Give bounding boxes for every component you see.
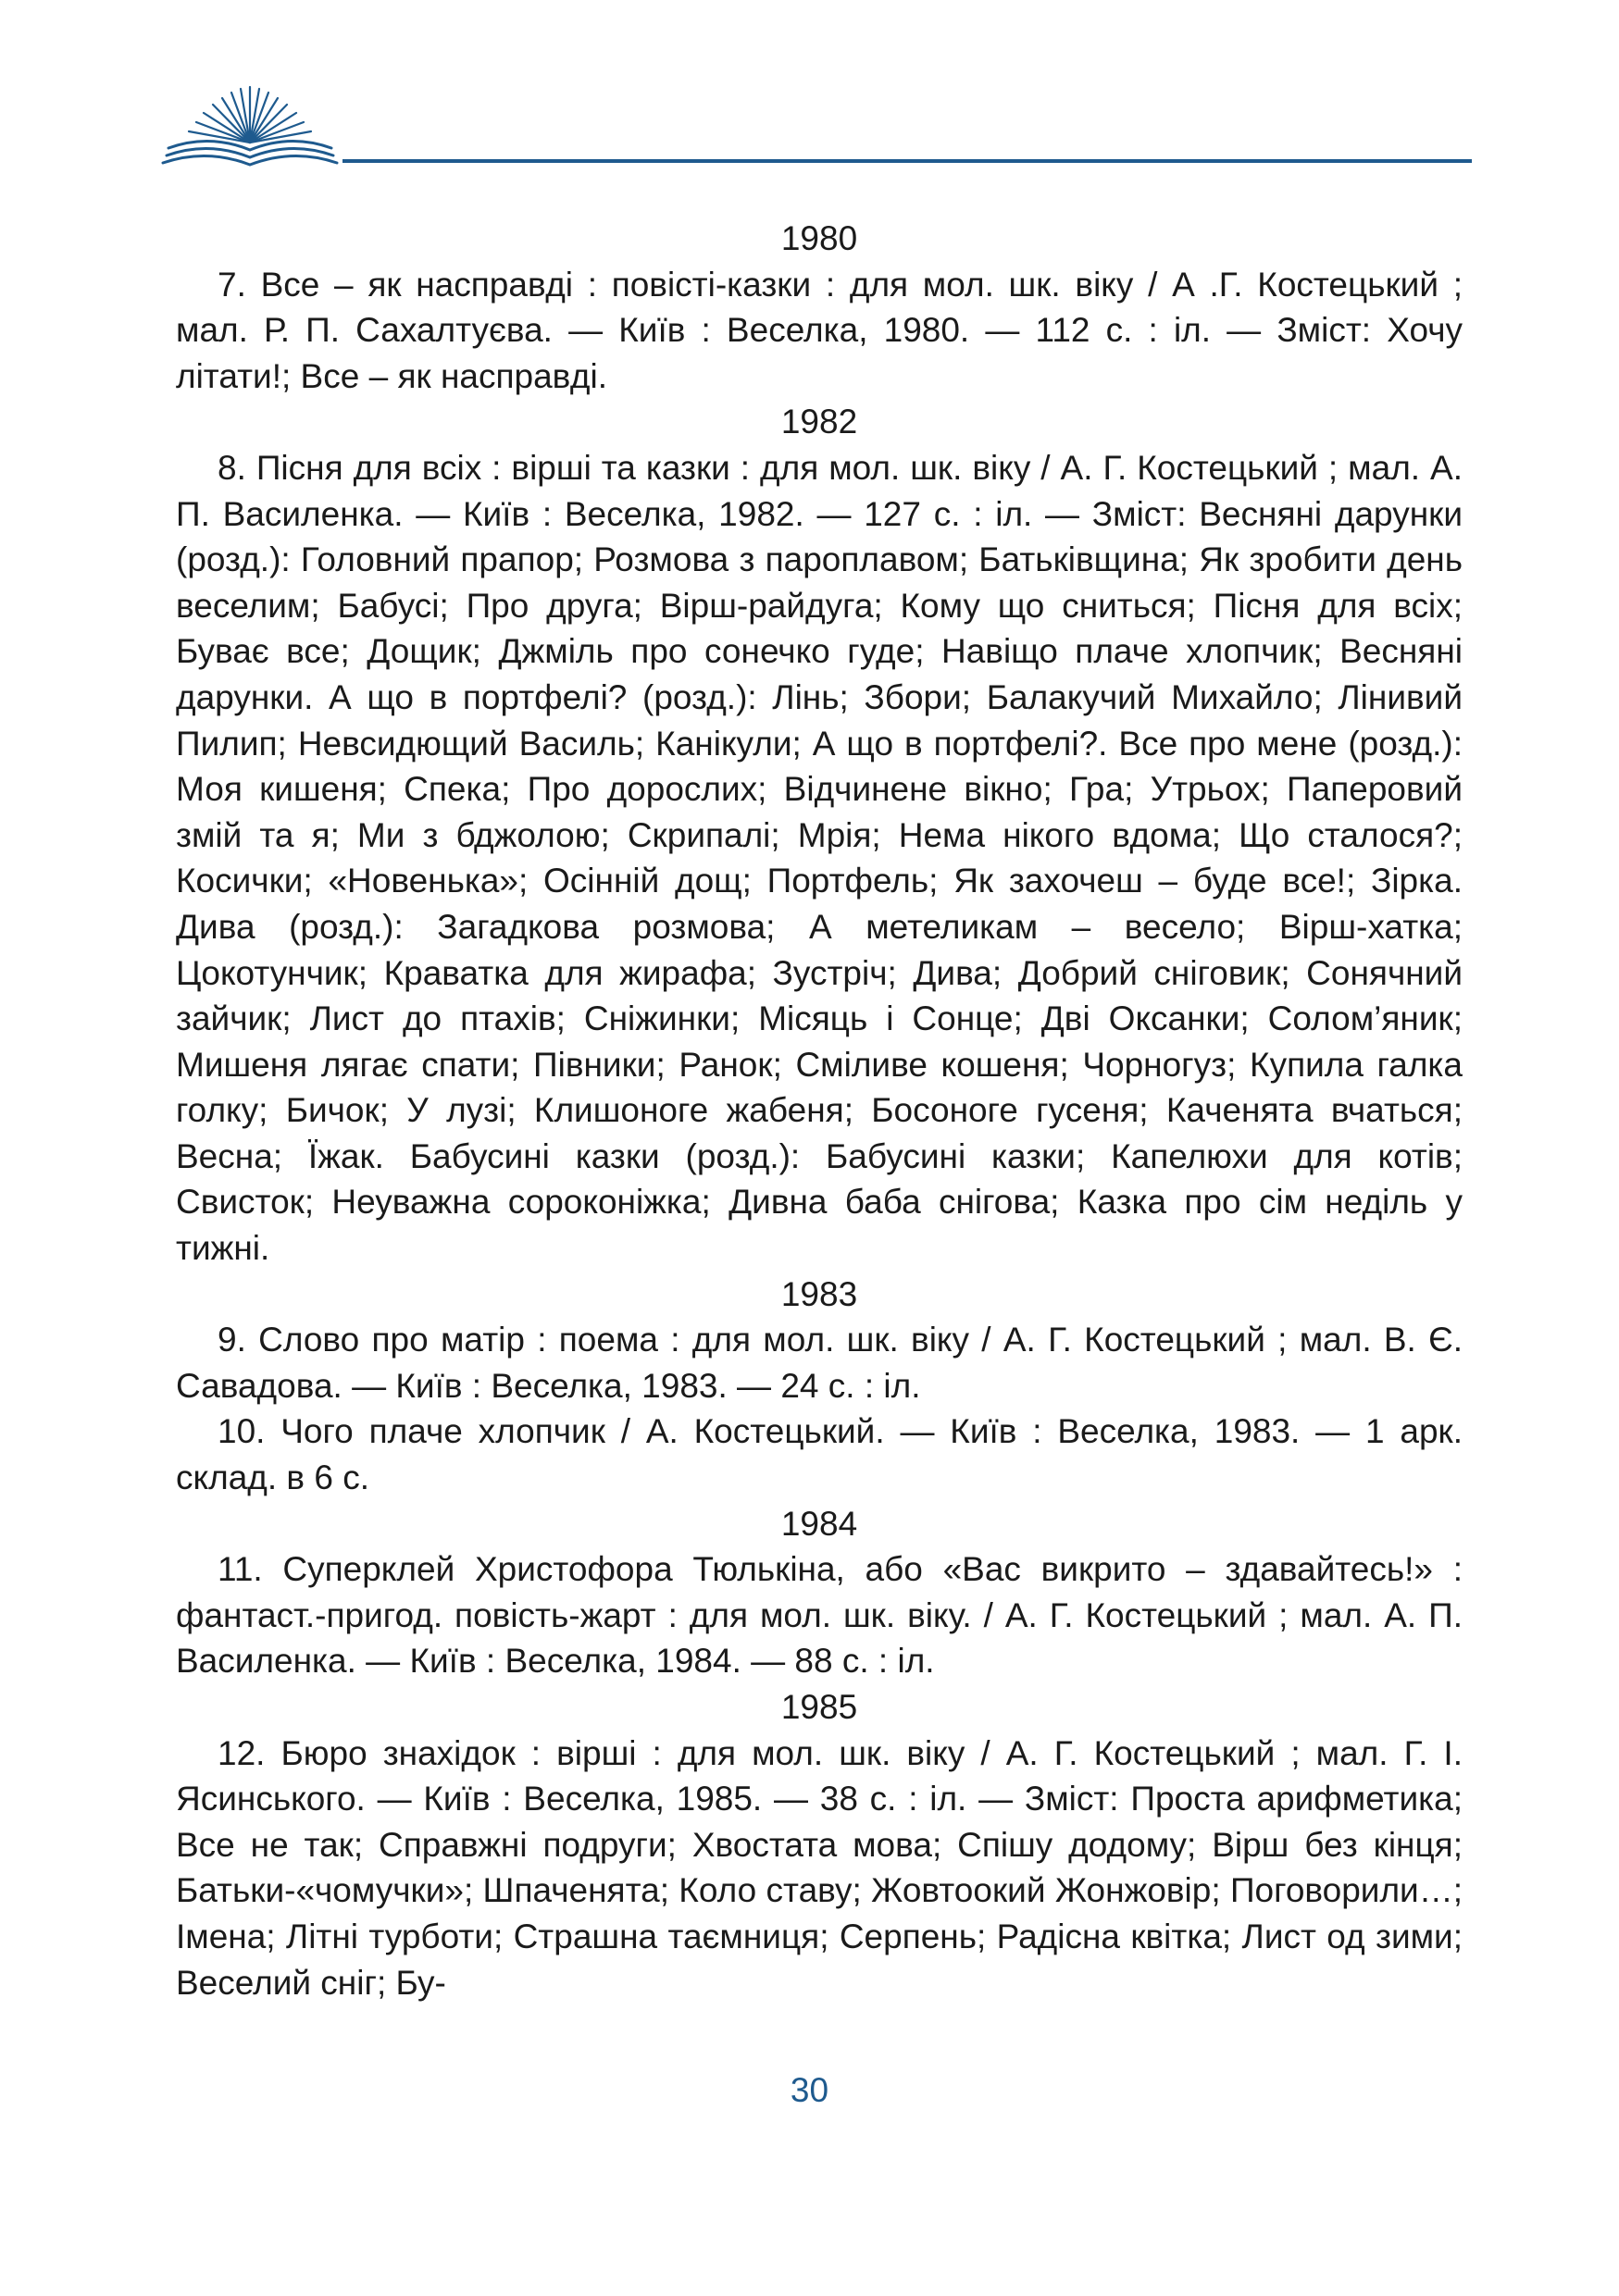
page-number: 30	[790, 2071, 829, 2109]
bibliography-entry: 10. Чого плаче хлопчик / А. Костецький. — Київ : Веселка, 1983. — 1 арк. склад. в 6 с.	[176, 1412, 1463, 1497]
year-heading: 1985	[780, 1688, 858, 1726]
bibliography-content	[176, 216, 1463, 2005]
year-heading: 1982	[780, 403, 858, 441]
bibliography-entry: 8. Пісня для всіх : вірші та казки : для мол. шк. віку / А. Г. Костецький ; мал. А. П. Василенка. — Київ : Веселка, 1982. — 127 с. : іл. — Зміст: Весняні дарунки (розд.): Головний прапор; Розмова з пароплавом; Батьківщина; Як зробити день веселим; Бабусі; Про друга; Вірш-райдуга; Кому що сниться; Пісня для всіх; Буває все; Дощик; Джміль про сонечко гуде; Навіщо плаче хлопчик; Весняні дарунки. А що в портфелі? (розд.): Лінь; Збори; Балакучий Михайло; Лінивий Пилип; Невсидющий Василь; Канікули; А що в портфелі?. Все про мене (розд.): Моя кишеня; Спека; Про дорослих; Відчинене вікно; Гра; Утрьох; Паперовий змій та я; Ми з бджолою; Скрипалі; Мрія; Нема нікого вдома; Що сталося?; Косички; «Новенька»; Осінній дощ; Портфель; Як захочеш – буде все!; Зірка. Дива (розд.): Загадкова розмова; А метеликам – весело; Вірш-хатка; Цокотунчик; Краватка для жирафа; Зустріч; Дива; Добрий сніговик; Сонячний зайчик; Лист до птахів; Сніжинки; Місяць і Сонце; Дві Оксанки; Солом’яник; Мишеня лягає спати; Півники; Ранок; Сміливе кошеня; Чорногуз; Купила галка голку; Бичок; У лузі; Клишоноге жабеня; Босоноге гусеня; Каченята вчаться; Весна; Їжак. Бабусині казки (розд.): Бабусині казки; Капелюхи для котів; Свисток; Неуважна сороконіжка; Дивна баба снігова; Казка про сім неділь у тижні.	[176, 448, 1463, 1268]
year-heading: 1980	[780, 219, 858, 257]
bibliography-entry: 9. Слово про матір : поема : для мол. шк. віку / А. Г. Костецький ; мал. В. Є. Савадова. — Київ : Веселка, 1983. — 24 с. : іл.	[176, 1321, 1463, 1405]
page-header	[157, 74, 1472, 176]
bibliography-entry: 12. Бюро знахідок : вірші : для мол. шк. віку / А. Г. Костецький ; мал. Г. І. Ясинського. — Київ : Веселка, 1985. — 38 с. : іл. — Зміст: Проста арифметика; Все не так; Справжні подруги; Хвостата мова; Спішу додому; Вірш без кінця; Батьки-«чомучки»; Шпаченята; Коло ставу; Жовтоокий Жонжовір; Поговорили…; Імена; Літні турботи; Страшна таємниця; Серпень; Радісна квітка; Лист од зими; Веселий сніг; Бу-	[176, 1733, 1463, 2002]
year-heading: 1983	[780, 1274, 858, 1313]
open-book-icon	[157, 74, 342, 176]
year-heading: 1984	[780, 1504, 858, 1543]
bibliography-entry: 11. Суперклей Христофора Тюлькіна, або «Вас викрито – здавайтесь!» : фантаст.-пригод. повість-жарт : для мол. шк. віку. / А. Г. Костецький ; мал. А. П. Василенка. — Київ : Веселка, 1984. — 88 с. : іл.	[176, 1550, 1463, 1681]
bibliography-entry: 7. Все – як насправді : повісті-казки : для мол. шк. віку / А .Г. Костецький ; мал. Р. П. Сахалтуєва. — Київ : Веселка, 1980. — 112 с. : іл. — Зміст: Хочу літати!; Все – як насправді.	[176, 265, 1463, 395]
header-rule	[342, 159, 1472, 163]
